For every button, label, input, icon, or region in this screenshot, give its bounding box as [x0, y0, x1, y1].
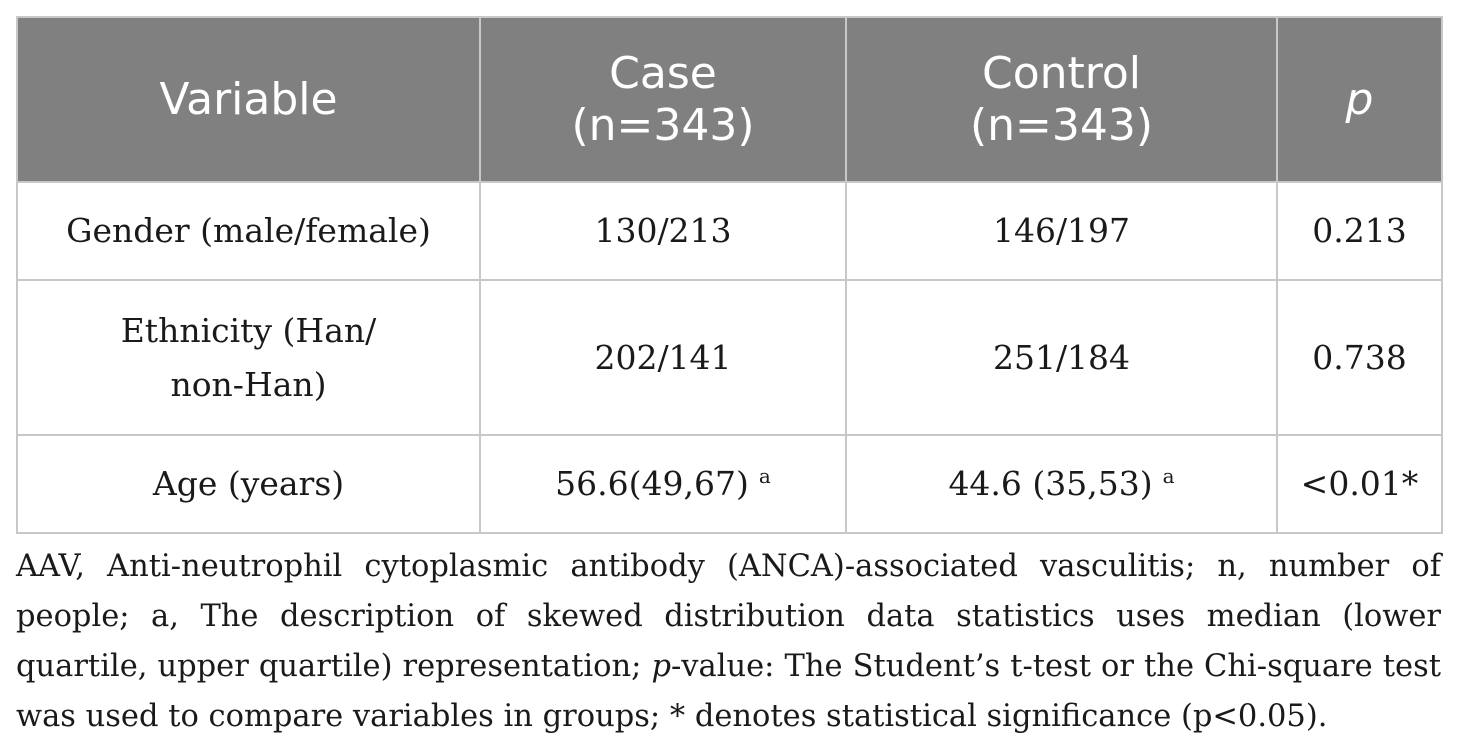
- cell-case-value: 56.6(49,67): [555, 464, 749, 503]
- header-control-n: (n=343): [969, 99, 1154, 151]
- header-variable-label: Variable: [159, 73, 338, 125]
- cell-control-value: 44.6 (35,53): [948, 464, 1153, 503]
- cell-case: 130/213: [480, 182, 846, 280]
- cell-control: 251/184: [846, 280, 1277, 435]
- cell-variable-line2: non-Han): [170, 364, 327, 404]
- header-case: [480, 17, 846, 182]
- cell-control: 146/197: [846, 182, 1277, 280]
- table-row: [17, 435, 1442, 533]
- characteristics-table: [16, 16, 1443, 534]
- cell-p: <0.01*: [1277, 435, 1442, 533]
- table-row: [17, 280, 1442, 435]
- footnote-p-italic: p: [651, 649, 671, 684]
- header-row: [17, 17, 1442, 182]
- header-control: [846, 17, 1277, 182]
- footnote-text-1: AAV, Anti-neutrophil cytoplasmic antibody (ANCA)-associated vasculitis; n, number of people; a, The description of skewed distribution data statistics uses median (lower quartile, upper quartile) representation;: [16, 549, 1441, 684]
- header-p: [1277, 17, 1442, 182]
- cell-p: 0.738: [1277, 280, 1442, 435]
- footnote-marker: a: [758, 464, 771, 488]
- cell-p: 0.213: [1277, 182, 1442, 280]
- header-case-n: (n=343): [571, 99, 755, 151]
- header-variable: [17, 17, 480, 182]
- cell-case: 202/141: [480, 280, 846, 435]
- footnote-marker: a: [1162, 464, 1175, 488]
- cell-case: [480, 435, 846, 533]
- cell-control: [846, 435, 1277, 533]
- cell-variable: Age (years): [17, 435, 480, 533]
- cell-variable-line1: Ethnicity (Han/: [120, 310, 377, 350]
- cell-variable: [17, 280, 480, 435]
- header-case-label: Case: [609, 47, 717, 99]
- cell-variable: Gender (male/female): [17, 182, 480, 280]
- table-container: [16, 16, 1441, 534]
- header-control-label: Control: [981, 47, 1142, 99]
- header-p-label: p: [1345, 73, 1374, 125]
- table-row: [17, 182, 1442, 280]
- table-footnote: [16, 542, 1441, 742]
- footnote-text-2: -value: The Student’s t-test or the Chi-square test was used to compare variables in groups; * denotes statistical significance (p<0.05).: [16, 649, 1441, 734]
